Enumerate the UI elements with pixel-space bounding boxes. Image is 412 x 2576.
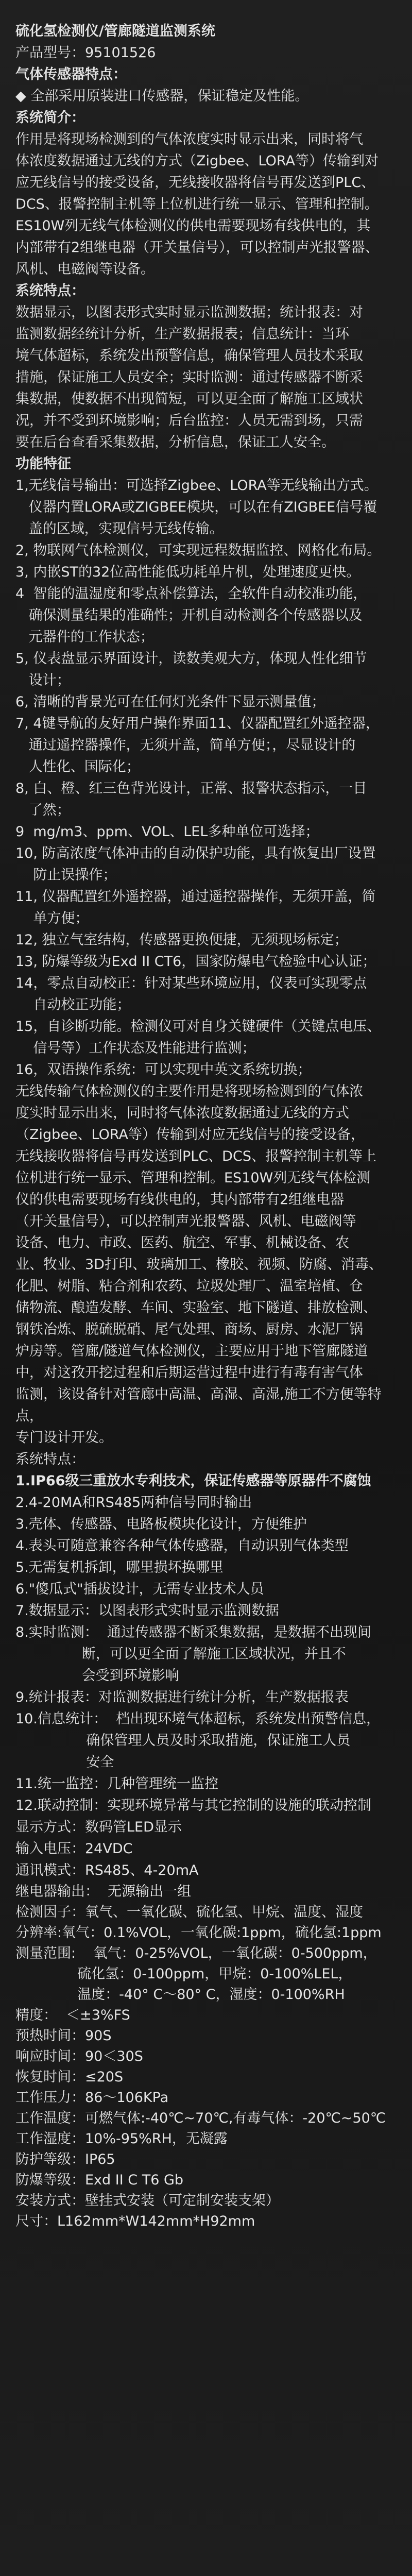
text-line: 5.无需复机拆卸，哪里损坏换哪里 bbox=[15, 1560, 224, 1575]
text-line: （Zigbee、LORA等）传输到对应无线信号的接受设备， bbox=[15, 1127, 365, 1143]
text-line: 3.壳体、传感器、电路板模块化设计，方便维护 bbox=[15, 1516, 307, 1532]
text-line: 13, 防爆等级为Exd II CT6，国家防爆电气检验中心认证； bbox=[15, 954, 376, 970]
text-line: 11, 仪器配置红外遥控器，通过遥控器操作，无须开盖，简 bbox=[15, 889, 376, 905]
text-line: 会受到环境影响 bbox=[15, 1668, 179, 1684]
text-line: 15，自诊断功能。检测仪可对自身关键硬件（关键点电压、 bbox=[15, 1019, 381, 1035]
text-line: 5, 仪表盘显示界面设计，读数美观大方，体现人性化细节 bbox=[15, 651, 367, 667]
text-line: ES10W列无线气体检测仪的供电需要现场有线供电的，其 bbox=[15, 218, 371, 234]
text-line: 信号等）工作状态及性能进行监测； bbox=[15, 1040, 256, 1056]
text-line: 通过遥控器操作，无须开盖，简单方便；，尽显设计的 bbox=[15, 737, 356, 753]
text-line: 通讯模式：RS485、4-20mA bbox=[15, 1862, 199, 1878]
text-line: 监测数据经统计分析，生产数据报表；信息统计：当环 bbox=[15, 326, 349, 342]
text-line: 自动校正功能； bbox=[15, 997, 131, 1013]
text-line: 输入电压：24VDC bbox=[15, 1841, 133, 1857]
text-line: 防止误操作； bbox=[15, 867, 117, 883]
text-line: 防护等级：IP65 bbox=[15, 2151, 115, 2167]
text-line: 工作温度：可燃气体:-40℃~70℃,有毒气体：-20℃~50℃ bbox=[15, 2110, 386, 2126]
text-line: （开关量信号），可以控制声光报警器、风机、电磁阀等 bbox=[15, 1213, 356, 1229]
text-line: ◆ 全部采用原装进口传感器，保证稳定及性能。 bbox=[15, 88, 309, 104]
text-line: 1,无线信号输出：可选择Zigbee、LORA等无线输出方式。 bbox=[15, 478, 378, 494]
text-line: 精度： ＜±3%FS bbox=[15, 2007, 130, 2023]
text-line: 化肥、树脂、粘合剂和农药、垃圾处理厂、温室培植、仓 bbox=[15, 1278, 363, 1294]
text-line: 内部带有2组继电器（开关量信号），可以控制声光报警器、 bbox=[15, 240, 379, 256]
text-line: 功能特征 bbox=[15, 456, 71, 472]
text-line: 10.信息统计： 档出现环境气体超标，系统发出预警信息， bbox=[15, 1711, 381, 1727]
text-line: 系统简介： bbox=[15, 110, 85, 126]
text-line: 作用是将现场检测到的气体浓度实时显示出来，同时将气 bbox=[15, 131, 363, 147]
text-line: 4 智能的温湿度和零点补偿算法，全软件自动校准功能， bbox=[15, 586, 367, 602]
text-line: 设备、电力、市政、医药、航空、军事、机械设备、农 bbox=[15, 1235, 349, 1251]
text-line: 体浓度数据通过无线的方式（Zigbee、LORA等）传输到对 bbox=[15, 153, 379, 169]
text-line: 中，对这孜开挖过程和后期运营过程中进行有毒有害气体 bbox=[15, 1365, 363, 1381]
text-line: 工作压力：86～106KPa bbox=[15, 2090, 169, 2106]
text-line: 2, 物联网气体检测仪，可实现远程数据监控、网格化布局。 bbox=[15, 543, 381, 558]
text-line: 11.统一监控：几种管理统一监控 bbox=[15, 1776, 218, 1792]
text-line: 措施，保证施工人员安全；实时监测：通过传感器不断采 bbox=[15, 369, 363, 385]
text-line: 气体传感器特点： bbox=[15, 66, 127, 82]
text-line: 元器件的工作状态； bbox=[15, 629, 154, 645]
text-line: 安装方式：壁挂式安装（可定制安装支架） bbox=[15, 2193, 280, 2209]
text-line: 况，并不受到环境影响；后台监控：人员无需到场，只需 bbox=[15, 413, 363, 429]
text-line: 设计； bbox=[15, 672, 71, 688]
text-line: DCS、报警控制主机等上位机进行统一显示、管理和控制。 bbox=[15, 196, 379, 212]
text-line: 测量范围: 氧气：0-25%VOL，一氧化碳：0-500ppm， bbox=[15, 1945, 377, 1961]
text-line: 硫化氢检测仪/管廊隧道监测系统 bbox=[15, 23, 215, 39]
text-line: 仪的供电需要现场有线供电的，其内部带有2组继电器 bbox=[15, 1192, 345, 1208]
text-line: 14，零点自动校正：针对某些环境应用，仪表可实现零点 bbox=[15, 975, 367, 991]
text-line: 了然； bbox=[15, 802, 71, 818]
text-line: 预热时间：90S bbox=[15, 2028, 112, 2044]
text-line: 仪器内置LORA或ZIGBEE模块，可以在有ZIGBEE信号覆 bbox=[15, 499, 377, 515]
text-line: 10, 防高浓度气体冲击的自动保护功能，具有恢复出厂设置 bbox=[15, 845, 376, 861]
text-line: 显示方式：数码管LED显示 bbox=[15, 1819, 182, 1835]
text-line: 安全 bbox=[15, 1754, 114, 1770]
text-line: 2.4-20MA和RS485两种信号同时输出 bbox=[15, 1495, 252, 1511]
text-line: 8.实时监测： 通过传感器不断采集数据，是数据不出现间 bbox=[15, 1624, 371, 1640]
text-line: 无线传输气体检测仪的主要作用是将现场检测到的气体浓 bbox=[15, 1083, 363, 1099]
text-line: 4.表头可随意兼容各种气体传感器，自动识别气体类型 bbox=[15, 1538, 349, 1554]
text-line: 分辨率:氧气：0.1%VOL，一氧化碳:1ppm，硫化氢:1ppm bbox=[15, 1925, 382, 1941]
text-line: 要在后台查看采集数据，分析信息，保证工人安全。 bbox=[15, 434, 335, 450]
text-line: 风机、电磁阀等设备。 bbox=[15, 261, 154, 277]
text-line: 尺寸：L162mm*W142mm*H92mm bbox=[15, 2213, 255, 2229]
text-line: 确保管理人员及时采取措施，保证施工人员 bbox=[15, 1733, 351, 1749]
text-line: 钢铁冶炼、脱硫脱硝、尾气处理、商场、厨房、水泥厂锅 bbox=[15, 1321, 363, 1337]
text-line: 系统特点： bbox=[15, 1451, 85, 1467]
text-line: 应无线信号的接受设备，无线接收器将信号再发送到PLC、 bbox=[15, 175, 375, 191]
text-line: 炉房等。管廊/隧道气体检测仪，主要应用于地下管廊隧道 bbox=[15, 1343, 368, 1359]
text-line: 9 mg/m3、ppm、VOL、LEL多种单位可选择； bbox=[15, 824, 319, 840]
text-line: 人性化、国际化； bbox=[15, 759, 140, 775]
text-line: 数据显示，以图表形式实时显示监测数据；统计报表：对 bbox=[15, 304, 363, 320]
text-line: 6, 清晰的背景光可在任何灯光条件下显示测量值； bbox=[15, 694, 325, 710]
text-line: 工作湿度：10%-95%RH，无凝露 bbox=[15, 2131, 228, 2147]
text-line: 业、牧业、3D打印、玻璃加工、橡胶、视频、防腐、消毒、 bbox=[15, 1257, 383, 1273]
text-line: 产品型号：95101526 bbox=[15, 45, 156, 61]
text-line: 无线接收器将信号再发送到PLC、DCS、报警控制主机等上 bbox=[15, 1148, 376, 1164]
text-line: 12, 独立气室结构，传感器更换便捷，无须现场标定； bbox=[15, 932, 348, 948]
text-line: 盖的区域，实现信号无线传输。 bbox=[15, 521, 224, 537]
text-line: 12.联动控制：实现环境异常与其它控制的设施的联动控制 bbox=[15, 1798, 371, 1814]
text-line: 响应时间：90＜30S bbox=[15, 2048, 143, 2064]
text-line: 检测因子：氧气、一氧化碳、硫化氢、甲烷、温度、湿度 bbox=[15, 1904, 363, 1920]
text-line: 9.统计报表：对监测数据进行统计分析，生产数据报表 bbox=[15, 1689, 349, 1705]
text-line: 温度：-40° C～80° C，湿度：0-100%RH bbox=[15, 1987, 345, 2003]
text-line: 度实时显示出来，同时将气体浓度数据通过无线的方式 bbox=[15, 1105, 349, 1121]
text-line: 防爆等级：Exd II C T6 Gb bbox=[15, 2172, 184, 2188]
text-line: 恢复时间：≤20S bbox=[15, 2069, 124, 2085]
text-line: 储物流、酿造发酵、车间、实验室、地下隧道、排放检测、 bbox=[15, 1300, 377, 1316]
text-line: 断，可以更全面了解施工区域状况，并且不 bbox=[15, 1646, 346, 1662]
text-line: 单方便； bbox=[15, 910, 89, 926]
text-line: 16，双语操作系统：可以实现中英文系统切换； bbox=[15, 1062, 312, 1078]
text-line: 7, 4键导航的友好用户操作界面11、仪器配置红外遥控器， bbox=[15, 716, 380, 732]
text-line: 6."傻瓜式"插拔设计，无需专业技术人员 bbox=[15, 1581, 264, 1597]
text-line: 专门设计开发。 bbox=[15, 1430, 113, 1446]
text-line: 集数据，使数据不出现简短，可以更全面了解施工区域状 bbox=[15, 391, 363, 407]
text-line: 监测，该设备针对管廊中高温、高湿、高湿,施工不方便等特点， bbox=[15, 1386, 382, 1424]
text-line: 7.数据显示：以图表形式实时显示监测数据 bbox=[15, 1603, 279, 1619]
text-line: 硫化氢：0-100ppm，甲烷：0-100%LEL， bbox=[15, 1966, 352, 1982]
text-line: 确保测量结果的准确性；开机自动检测各个传感器以及 bbox=[15, 607, 363, 623]
text-line: 1.IP66级三重放水专利技术，保证传感器等原器件不腐蚀 bbox=[15, 1473, 371, 1489]
text-line: 继电器输出： 无源输出一组 bbox=[15, 1884, 192, 1900]
text-line: 境气体超标，系统发出预警信息，确保管理人员技术采取 bbox=[15, 348, 363, 364]
text-line: 位机进行统一显示、管理和控制。ES10W列无线气体检测 bbox=[15, 1170, 371, 1186]
text-line: 3, 内嵌ST的32位高性能低功耗单片机，处理速度更快。 bbox=[15, 564, 360, 580]
text-line: 8, 白、橙、红三色背光设计，正常、报警状态指示，一目 bbox=[15, 781, 367, 796]
text-line: 系统特点： bbox=[15, 283, 85, 299]
